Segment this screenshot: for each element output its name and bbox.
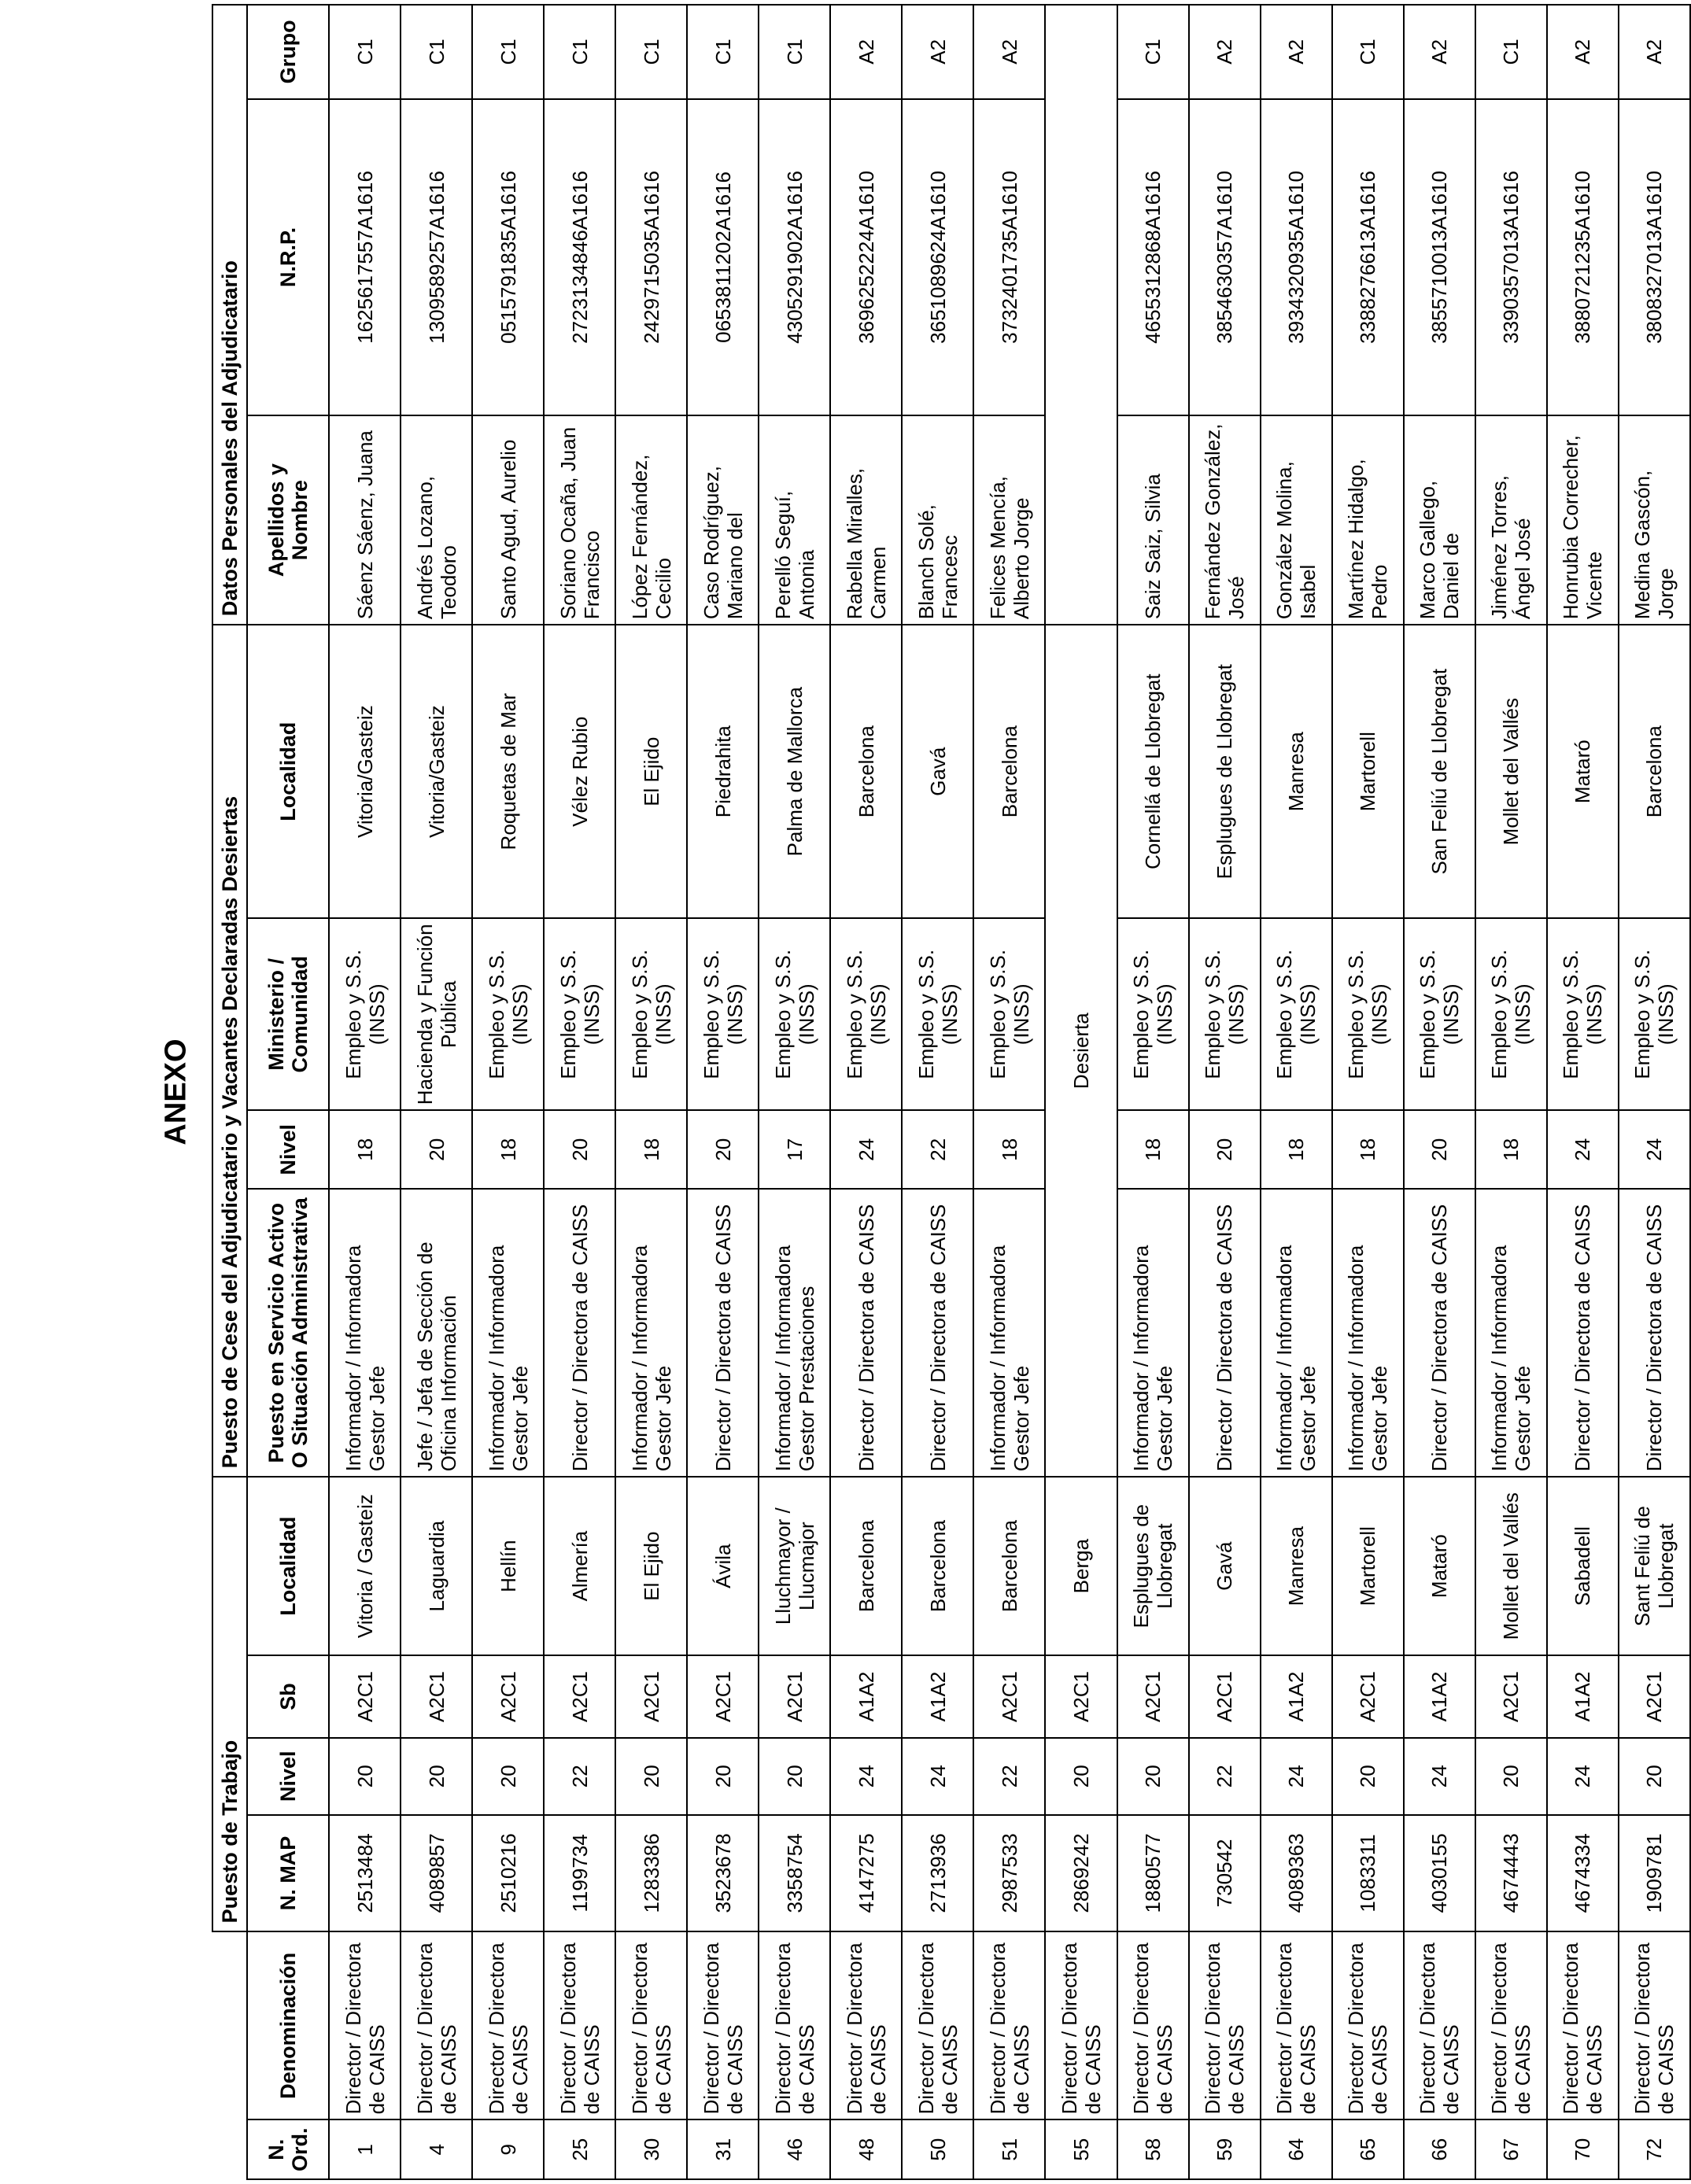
row-nivel: 20 [759, 1738, 830, 1815]
row-ministerio: Empleo y S.S. (INSS) [1475, 918, 1547, 1110]
row-nivel-cese: 20 [1404, 1110, 1475, 1189]
row-localidad: Sant Feliú de Llobregat [1619, 1477, 1690, 1655]
row-nmap: 4674443 [1475, 1815, 1547, 1932]
row-nivel: 22 [973, 1738, 1045, 1815]
row-apellidos: Fernández González, José [1189, 415, 1261, 625]
anexo-table [212, 4, 1691, 2180]
row-nivel-cese: 17 [759, 1110, 830, 1189]
header-nmap: N. MAP [247, 1815, 329, 1932]
table-body [329, 5, 1690, 2179]
row-ministerio: Empleo y S.S. (INSS) [615, 918, 687, 1110]
row-denominacion: Director / Directora de CAISS [687, 1931, 759, 2119]
table-row [1189, 5, 1261, 2179]
row-nrp: 3651089624A1610 [902, 99, 973, 416]
header-denominacion: Denominación [247, 1931, 329, 2119]
row-nivel: 20 [1117, 1738, 1189, 1815]
row-nivel: 24 [1261, 1738, 1332, 1815]
row-sb: A1A2 [1404, 1655, 1475, 1738]
table-row [1404, 5, 1475, 2179]
table-row [1619, 5, 1690, 2179]
row-nmap: 2713936 [902, 1815, 973, 1932]
row-denominacion: Director / Directora de CAISS [759, 1931, 830, 2119]
row-sb: A1A2 [1547, 1655, 1619, 1738]
header-apellidos: Apellidos y Nombre [247, 415, 329, 625]
row-nmap: 2869242 [1045, 1815, 1117, 1932]
row-denominacion: Director / Directora de CAISS [1045, 1931, 1117, 2119]
row-nmap: 4089363 [1261, 1815, 1332, 1932]
row-nrp: 3808327013A1610 [1619, 99, 1690, 416]
table-row [1547, 5, 1619, 2179]
row-grupo: C1 [615, 5, 687, 99]
row-nmap: 2987533 [973, 1815, 1045, 1932]
row-ministerio: Empleo y S.S. (INSS) [1404, 918, 1475, 1110]
row-ord: 65 [1332, 2119, 1404, 2179]
row-denominacion: Director / Directora de CAISS [544, 1931, 615, 2119]
header-nivel-cese: Nivel [247, 1110, 329, 1189]
row-nivel: 22 [544, 1738, 615, 1815]
table-row [973, 5, 1045, 2179]
row-nivel: 20 [329, 1738, 401, 1815]
row-denominacion: Director / Directora de CAISS [1547, 1931, 1619, 2119]
row-ord: 67 [1475, 2119, 1547, 2179]
header-nivel: Nivel [247, 1738, 329, 1815]
row-puesto-activo: Director / Directora de CAISS [1189, 1189, 1261, 1477]
row-puesto-activo: Director / Directora de CAISS [687, 1189, 759, 1477]
row-grupo: C1 [1475, 5, 1547, 99]
row-grupo: A2 [1404, 5, 1475, 99]
row-localidad-cese: Mollet del Vallés [1475, 625, 1547, 918]
row-sb: A2C1 [1475, 1655, 1547, 1738]
header-sb: Sb [247, 1655, 329, 1738]
row-sb: A2C1 [1189, 1655, 1261, 1738]
row-denominacion: Director / Directora de CAISS [1332, 1931, 1404, 2119]
table-row [1045, 5, 1117, 2179]
row-ord: 55 [1045, 2119, 1117, 2179]
row-localidad: Ávila [687, 1477, 759, 1655]
row-puesto-activo: Informador / Informadora Gestor Prestaciones [759, 1189, 830, 1477]
row-localidad: Almería [544, 1477, 615, 1655]
row-sb: A2C1 [973, 1655, 1045, 1738]
row-grupo: A2 [830, 5, 902, 99]
row-grupo: C1 [1332, 5, 1404, 99]
row-nrp: 3880721235A1610 [1547, 99, 1619, 416]
row-nrp: 2429715035A1616 [615, 99, 687, 416]
row-localidad-cese: Vitoria/Gasteiz [329, 625, 401, 918]
row-puesto-activo: Director / Directora de CAISS [1547, 1189, 1619, 1477]
row-ministerio: Empleo y S.S. (INSS) [1619, 918, 1690, 1110]
row-sb: A2C1 [1619, 1655, 1690, 1738]
row-localidad: Barcelona [830, 1477, 902, 1655]
row-ord: 70 [1547, 2119, 1619, 2179]
row-localidad: Hellín [472, 1477, 544, 1655]
row-nrp: 0653811202A1616 [687, 99, 759, 416]
section-datos-personales: Datos Personales del Adjudicatario [212, 5, 247, 625]
row-grupo: C1 [759, 5, 830, 99]
row-apellidos: Perelló Seguí, Antonia [759, 415, 830, 625]
row-nrp: 0515791835A1616 [472, 99, 544, 416]
row-nivel: 24 [902, 1738, 973, 1815]
anexo-table-container [212, 4, 1691, 2180]
row-ministerio: Empleo y S.S. (INSS) [329, 918, 401, 1110]
row-puesto-activo: Informador / Informadora Gestor Jefe [1261, 1189, 1332, 1477]
row-localidad: Mollet del Vallés [1475, 1477, 1547, 1655]
row-puesto-activo: Informador / Informadora Gestor Jefe [329, 1189, 401, 1477]
row-nrp: 4655312868A1616 [1117, 99, 1189, 416]
row-apellidos: Caso Rodríguez, Mariano del [687, 415, 759, 625]
row-nmap: 3523678 [687, 1815, 759, 1932]
table-row [1475, 5, 1547, 2179]
row-ord: 59 [1189, 2119, 1261, 2179]
row-localidad: Sabadell [1547, 1477, 1619, 1655]
row-apellidos: Jiménez Torres, Ángel José [1475, 415, 1547, 625]
row-nrp: 3732401735A1610 [973, 99, 1045, 416]
table-row [1261, 5, 1332, 2179]
row-nivel-cese: 22 [902, 1110, 973, 1189]
row-nmap: 1880577 [1117, 1815, 1189, 1932]
row-nivel-cese: 18 [1332, 1110, 1404, 1189]
table-row [759, 5, 830, 2179]
row-nmap: 1283386 [615, 1815, 687, 1932]
row-empty-personales [1045, 5, 1117, 625]
row-nivel-cese: 18 [1475, 1110, 1547, 1189]
row-nmap: 2513484 [329, 1815, 401, 1932]
row-nmap: 1083311 [1332, 1815, 1404, 1932]
row-nivel: 24 [830, 1738, 902, 1815]
row-nrp: 3854630357A1610 [1189, 99, 1261, 416]
row-denominacion: Director / Directora de CAISS [1404, 1931, 1475, 2119]
row-sb: A2C1 [329, 1655, 401, 1738]
row-nivel: 20 [401, 1738, 472, 1815]
row-nmap: 2510216 [472, 1815, 544, 1932]
row-ministerio: Empleo y S.S. (INSS) [687, 918, 759, 1110]
row-apellidos: Marco Gallego, Daniel de [1404, 415, 1475, 625]
row-localidad: Esplugues de Llobregat [1117, 1477, 1189, 1655]
row-localidad: Vitoria / Gasteiz [329, 1477, 401, 1655]
row-ord: 46 [759, 2119, 830, 2179]
row-localidad: Laguardia [401, 1477, 472, 1655]
table-row [615, 5, 687, 2179]
row-sb: A2C1 [1045, 1655, 1117, 1738]
row-grupo: A2 [1619, 5, 1690, 99]
row-grupo: C1 [544, 5, 615, 99]
row-nrp: 3934320935A1610 [1261, 99, 1332, 416]
row-apellidos: Medina Gascón, Jorge [1619, 415, 1690, 625]
table-row [687, 5, 759, 2179]
row-nivel: 20 [472, 1738, 544, 1815]
row-apellidos: López Fernández, Cecilio [615, 415, 687, 625]
row-ord: 48 [830, 2119, 902, 2179]
row-sb: A2C1 [759, 1655, 830, 1738]
row-nmap: 4089857 [401, 1815, 472, 1932]
row-denominacion: Director / Directora de CAISS [1189, 1931, 1261, 2119]
row-grupo: A2 [973, 5, 1045, 99]
row-localidad-cese: Manresa [1261, 625, 1332, 918]
row-sb: A1A2 [1261, 1655, 1332, 1738]
row-ministerio: Empleo y S.S. (INSS) [472, 918, 544, 1110]
row-grupo: A2 [902, 5, 973, 99]
row-denominacion: Director / Directora de CAISS [1619, 1931, 1690, 2119]
row-localidad-cese: Martorell [1332, 625, 1404, 918]
row-nivel-cese: 20 [687, 1110, 759, 1189]
row-ministerio: Empleo y S.S. (INSS) [1189, 918, 1261, 1110]
row-denominacion: Director / Directora de CAISS [1261, 1931, 1332, 2119]
row-ord: 64 [1261, 2119, 1332, 2179]
row-nivel-cese: 24 [1547, 1110, 1619, 1189]
row-nivel-cese: 18 [329, 1110, 401, 1189]
row-apellidos: Rabella Miralles, Carmen [830, 415, 902, 625]
row-ord: 58 [1117, 2119, 1189, 2179]
row-sb: A1A2 [902, 1655, 973, 1738]
row-apellidos: González Molina, Isabel [1261, 415, 1332, 625]
row-nmap: 4674334 [1547, 1815, 1619, 1932]
row-ministerio: Empleo y S.S. (INSS) [1117, 918, 1189, 1110]
row-grupo: C1 [472, 5, 544, 99]
row-ord: 31 [687, 2119, 759, 2179]
row-nrp: 1309589257A1616 [401, 99, 472, 416]
row-puesto-activo: Informador / Informadora Gestor Jefe [1475, 1189, 1547, 1477]
row-apellidos: Felices Mencía, Alberto Jorge [973, 415, 1045, 625]
table-row [401, 5, 472, 2179]
row-nivel: 24 [1547, 1738, 1619, 1815]
row-apellidos: Sáenz Sáenz, Juana [329, 415, 401, 625]
header-nrp: N.R.P. [247, 99, 329, 416]
row-nrp: 1625617557A1616 [329, 99, 401, 416]
row-localidad-cese: Gavá [902, 625, 973, 918]
row-puesto-activo: Informador / Informadora Gestor Jefe [1332, 1189, 1404, 1477]
row-localidad-cese: Vitoria/Gasteiz [401, 625, 472, 918]
table-row [902, 5, 973, 2179]
row-denominacion: Director / Directora de CAISS [472, 1931, 544, 2119]
row-nrp: 3390357013A1616 [1475, 99, 1547, 416]
row-ministerio: Empleo y S.S. (INSS) [973, 918, 1045, 1110]
row-nrp: 3855710013A1610 [1404, 99, 1475, 416]
row-nivel: 20 [687, 1738, 759, 1815]
row-sb: A1A2 [830, 1655, 902, 1738]
table-row [830, 5, 902, 2179]
row-nmap: 1199734 [544, 1815, 615, 1932]
row-denominacion: Director / Directora de CAISS [1117, 1931, 1189, 2119]
row-nrp: 3696252224A1610 [830, 99, 902, 416]
row-denominacion: Director / Directora de CAISS [401, 1931, 472, 2119]
row-ord: 66 [1404, 2119, 1475, 2179]
row-nivel: 20 [1045, 1738, 1117, 1815]
row-grupo: C1 [1117, 5, 1189, 99]
row-localidad-cese: Piedrahita [687, 625, 759, 918]
row-ministerio: Empleo y S.S. (INSS) [830, 918, 902, 1110]
row-localidad: Manresa [1261, 1477, 1332, 1655]
row-puesto-activo: Jefe / Jefa de Sección de Oficina Información [401, 1189, 472, 1477]
row-ministerio: Empleo y S.S. (INSS) [759, 918, 830, 1110]
section-puesto-trabajo: Puesto de Trabajo [212, 1477, 247, 1931]
row-localidad: Gavá [1189, 1477, 1261, 1655]
row-nivel-cese: 18 [472, 1110, 544, 1189]
row-grupo: C1 [401, 5, 472, 99]
row-ministerio: Empleo y S.S. (INSS) [1261, 918, 1332, 1110]
row-sb: A2C1 [687, 1655, 759, 1738]
row-apellidos: Honrubia Correcher, Vicente [1547, 415, 1619, 625]
row-nrp: 4305291902A1616 [759, 99, 830, 416]
row-localidad: El Ejido [615, 1477, 687, 1655]
row-denominacion: Director / Directora de CAISS [329, 1931, 401, 2119]
row-denominacion: Director / Directora de CAISS [973, 1931, 1045, 2119]
row-denominacion: Director / Directora de CAISS [902, 1931, 973, 2119]
row-apellidos: Martínez Hidalgo, Pedro [1332, 415, 1404, 625]
row-ministerio: Empleo y S.S. (INSS) [902, 918, 973, 1110]
page-title: ANEXO [159, 1039, 193, 1145]
row-localidad-cese: Roquetas de Mar [472, 625, 544, 918]
table-row [1332, 5, 1404, 2179]
row-localidad: Lluchmayor / Llucmajor [759, 1477, 830, 1655]
row-ord: 25 [544, 2119, 615, 2179]
row-apellidos: Santo Agud, Aurelio [472, 415, 544, 625]
row-nivel-cese: 24 [1619, 1110, 1690, 1189]
table-row [1117, 5, 1189, 2179]
row-nivel: 24 [1404, 1738, 1475, 1815]
row-nivel-cese: 18 [1261, 1110, 1332, 1189]
row-puesto-activo: Director / Directora de CAISS [1619, 1189, 1690, 1477]
row-nmap: 3358754 [759, 1815, 830, 1932]
row-nmap: 730542 [1189, 1815, 1261, 1932]
row-puesto-activo: Director / Directora de CAISS [902, 1189, 973, 1477]
row-nmap: 4030155 [1404, 1815, 1475, 1932]
row-localidad-cese: Esplugues de Llobregat [1189, 625, 1261, 918]
row-ord: 51 [973, 2119, 1045, 2179]
header-localidad-cese: Localidad [247, 625, 329, 918]
row-localidad-cese: Palma de Mallorca [759, 625, 830, 918]
row-localidad-cese: Cornellá de Llobregat [1117, 625, 1189, 918]
row-nivel: 20 [615, 1738, 687, 1815]
row-nivel-cese: 20 [544, 1110, 615, 1189]
row-sb: A2C1 [1117, 1655, 1189, 1738]
header-grupo: Grupo [247, 5, 329, 99]
row-localidad-cese: Barcelona [830, 625, 902, 918]
row-sb: A2C1 [401, 1655, 472, 1738]
table-row [472, 5, 544, 2179]
row-nivel-cese: 20 [1189, 1110, 1261, 1189]
row-localidad: Berga [1045, 1477, 1117, 1655]
row-nivel-cese: 18 [973, 1110, 1045, 1189]
row-nrp: 2723134846A1616 [544, 99, 615, 416]
row-sb: A2C1 [544, 1655, 615, 1738]
row-nivel: 20 [1332, 1738, 1404, 1815]
row-desierta: Desierta [1045, 625, 1117, 1477]
row-puesto-activo: Director / Directora de CAISS [544, 1189, 615, 1477]
row-localidad-cese: Mataró [1547, 625, 1619, 918]
row-nmap: 4147275 [830, 1815, 902, 1932]
row-puesto-activo: Informador / Informadora Gestor Jefe [973, 1189, 1045, 1477]
row-sb: A2C1 [1332, 1655, 1404, 1738]
row-ministerio: Empleo y S.S. (INSS) [1547, 918, 1619, 1110]
row-localidad: Martorell [1332, 1477, 1404, 1655]
row-nivel: 20 [1475, 1738, 1547, 1815]
row-localidad: Barcelona [902, 1477, 973, 1655]
row-puesto-activo: Director / Directora de CAISS [830, 1189, 902, 1477]
row-grupo: C1 [329, 5, 401, 99]
row-puesto-activo: Informador / Informadora Gestor Jefe [615, 1189, 687, 1477]
row-ord: 72 [1619, 2119, 1690, 2179]
row-nivel-cese: 20 [401, 1110, 472, 1189]
table-row [329, 5, 401, 2179]
row-localidad: Mataró [1404, 1477, 1475, 1655]
row-nivel-cese: 18 [615, 1110, 687, 1189]
row-localidad-cese: Barcelona [1619, 625, 1690, 918]
row-nivel: 22 [1189, 1738, 1261, 1815]
row-denominacion: Director / Directora de CAISS [615, 1931, 687, 2119]
row-denominacion: Director / Directora de CAISS [830, 1931, 902, 2119]
header-puesto-activo: Puesto en Servicio Activo O Situación Administrativa [247, 1189, 329, 1477]
row-grupo: C1 [687, 5, 759, 99]
row-puesto-activo: Director / Directora de CAISS [1404, 1189, 1475, 1477]
row-nivel-cese: 24 [830, 1110, 902, 1189]
row-ord: 4 [401, 2119, 472, 2179]
row-apellidos: Soriano Ocaña, Juan Francisco [544, 415, 615, 625]
row-apellidos: Saiz Saiz, Silvia [1117, 415, 1189, 625]
row-grupo: A2 [1261, 5, 1332, 99]
section-puesto-cese: Puesto de Cese del Adjudicatario y Vacantes Declaradas Desiertas [212, 625, 247, 1477]
row-ord: 9 [472, 2119, 544, 2179]
row-sb: A2C1 [472, 1655, 544, 1738]
row-ministerio: Empleo y S.S. (INSS) [1332, 918, 1404, 1110]
row-nivel-cese: 18 [1117, 1110, 1189, 1189]
row-denominacion: Director / Directora de CAISS [1475, 1931, 1547, 2119]
row-nmap: 1909781 [1619, 1815, 1690, 1932]
table-row [544, 5, 615, 2179]
row-localidad-cese: Vélez Rubio [544, 625, 615, 918]
row-apellidos: Blanch Solé, Francesc [902, 415, 973, 625]
header-localidad: Localidad [247, 1477, 329, 1655]
header-nord: N. Ord. [247, 2119, 329, 2179]
row-grupo: A2 [1189, 5, 1261, 99]
row-apellidos: Andrés Lozano, Teodoro [401, 415, 472, 625]
row-ord: 1 [329, 2119, 401, 2179]
row-ord: 50 [902, 2119, 973, 2179]
row-nrp: 3388276613A1616 [1332, 99, 1404, 416]
row-localidad-cese: El Ejido [615, 625, 687, 918]
row-puesto-activo: Informador / Informadora Gestor Jefe [472, 1189, 544, 1477]
row-ministerio: Empleo y S.S. (INSS) [544, 918, 615, 1110]
row-puesto-activo: Informador / Informadora Gestor Jefe [1117, 1189, 1189, 1477]
row-sb: A2C1 [615, 1655, 687, 1738]
row-localidad-cese: San Feliú de Llobregat [1404, 625, 1475, 918]
row-localidad: Barcelona [973, 1477, 1045, 1655]
row-localidad-cese: Barcelona [973, 625, 1045, 918]
row-ministerio: Hacienda y Función Pública [401, 918, 472, 1110]
row-grupo: A2 [1547, 5, 1619, 99]
row-ord: 30 [615, 2119, 687, 2179]
row-nivel: 20 [1619, 1738, 1690, 1815]
header-ministerio: Ministerio / Comunidad [247, 918, 329, 1110]
